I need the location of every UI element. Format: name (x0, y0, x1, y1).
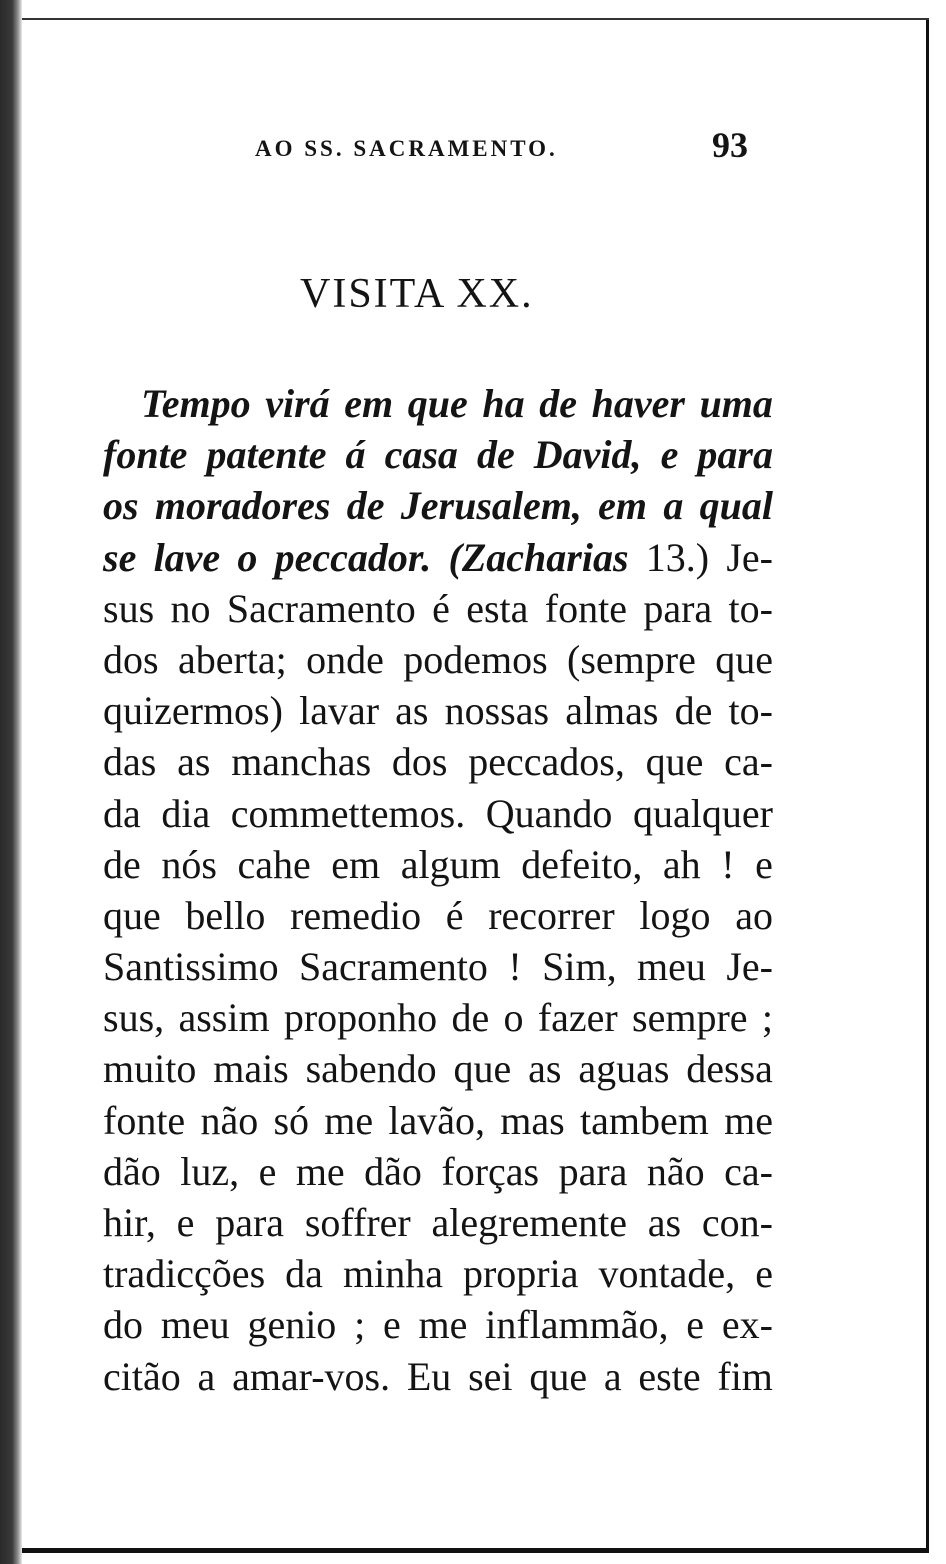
word: para (558, 1148, 628, 1194)
word: (sempre (567, 636, 696, 682)
text-line (103, 1248, 773, 1299)
word: ! (721, 841, 735, 887)
word: dão (364, 1148, 422, 1194)
word: ; (354, 1302, 366, 1348)
word: é (445, 892, 464, 938)
word: e (258, 1148, 277, 1194)
word: Santissimo (103, 944, 279, 990)
word: 13.) (645, 534, 710, 580)
word: commettemos. (230, 790, 466, 836)
word: sempre (632, 995, 748, 1041)
word: inflammão, (485, 1302, 669, 1348)
word: as (528, 1046, 562, 1092)
word: luz, (180, 1148, 240, 1194)
word: proponho (283, 995, 438, 1041)
word: Sacramento (299, 944, 488, 990)
word: que (715, 636, 773, 682)
word: e (755, 1251, 773, 1297)
word: sus, (103, 995, 165, 1041)
word: sei (468, 1353, 513, 1399)
word: á (345, 432, 366, 478)
word: virá (265, 381, 330, 426)
word: forças (441, 1148, 540, 1194)
word: aguas (578, 1046, 670, 1092)
text-line (103, 532, 773, 583)
word: dos (103, 636, 159, 682)
word: assim (178, 995, 270, 1041)
text-line (103, 480, 773, 531)
word: de (539, 381, 578, 426)
word: de (451, 995, 490, 1041)
word: bello (185, 892, 266, 938)
text-line (103, 378, 773, 429)
word: almas (565, 688, 659, 734)
word: a (663, 483, 684, 529)
word: lavar (299, 688, 380, 734)
word: os (103, 483, 139, 529)
word: para (697, 432, 773, 478)
word: as (395, 688, 429, 734)
word: das (103, 739, 157, 785)
word: e (176, 1200, 195, 1245)
page-border-bottom (22, 1548, 929, 1553)
word: de (476, 432, 515, 478)
text-line (103, 890, 773, 941)
word: fim (717, 1353, 773, 1399)
word: da (103, 790, 141, 836)
word: onde (306, 636, 384, 682)
word: uma (699, 381, 773, 426)
word: esta (466, 585, 529, 631)
scan-edge (0, 0, 22, 1564)
word: em (331, 841, 381, 887)
text-line (103, 736, 773, 787)
word: dia (161, 790, 211, 836)
word: dos (391, 739, 448, 785)
text-line (103, 634, 773, 685)
word: David, (533, 432, 642, 478)
word: de (346, 483, 385, 529)
text-line (103, 1299, 773, 1350)
word: ah (662, 841, 701, 887)
page-number: 93 (712, 125, 748, 165)
word: fonte (103, 432, 188, 478)
word: defeito, (521, 841, 643, 887)
word: as (647, 1200, 682, 1245)
word: Tempo (141, 381, 251, 426)
text-line (103, 1043, 773, 1094)
word: ca- (724, 739, 773, 785)
word: sabendo (305, 1046, 437, 1092)
text-line (103, 1351, 773, 1402)
word: não (646, 1148, 705, 1194)
word: ao (735, 892, 773, 938)
word: do (103, 1302, 143, 1348)
word: me (724, 1097, 773, 1143)
word: a (197, 1353, 216, 1399)
body-text (103, 378, 773, 1402)
word: Eu (406, 1353, 452, 1399)
word: peccador. (274, 534, 432, 580)
word: ! (508, 944, 522, 990)
word: Jerusalem, (400, 483, 582, 529)
word: e (383, 1302, 401, 1348)
word: dessa (686, 1046, 773, 1092)
word: este (638, 1353, 701, 1399)
word: é (432, 585, 450, 631)
word: peccados, (468, 739, 625, 785)
word: to- (728, 585, 773, 631)
word: remedio (290, 892, 422, 938)
word: mais (213, 1046, 289, 1092)
word: logo (639, 892, 711, 938)
word: Sacramento (226, 585, 416, 631)
word: em (598, 483, 648, 529)
word: to- (728, 688, 773, 734)
word: ; (761, 995, 773, 1041)
word: Je- (726, 534, 773, 580)
word: nossas (444, 688, 550, 734)
word: casa (384, 432, 458, 478)
word: fazer (537, 995, 618, 1041)
word: o (237, 534, 258, 580)
word: muito (103, 1046, 197, 1092)
text-line (103, 1095, 773, 1146)
word: genio (247, 1302, 337, 1348)
word: que (529, 1353, 588, 1399)
word: quizermos) (103, 688, 283, 734)
word: me (324, 1097, 374, 1143)
word: para (643, 585, 713, 631)
text-line (103, 685, 773, 736)
text-line (103, 992, 773, 1043)
word: não (200, 1097, 259, 1143)
word: me (418, 1302, 468, 1348)
word: minha (342, 1251, 443, 1297)
running-head: AO SS. SACRAMENTO. (255, 136, 558, 161)
text-line (103, 583, 773, 634)
page-border-top (22, 18, 929, 20)
text-line (103, 1197, 773, 1248)
word: (Zacharias (448, 534, 629, 580)
word: cahe (237, 841, 311, 887)
text-line (103, 788, 773, 839)
word: o (503, 995, 524, 1041)
section-title: VISITA XX. (300, 271, 534, 317)
page-border-right (926, 20, 929, 1550)
word: qual (699, 483, 773, 529)
word: Quando (485, 790, 613, 836)
word: dão (103, 1148, 161, 1194)
word: ex- (721, 1302, 773, 1348)
word: nós (161, 841, 217, 887)
text-line (103, 1146, 773, 1197)
word: soffrer (304, 1200, 411, 1245)
word: meu (637, 944, 706, 990)
word: se (103, 534, 137, 580)
word: no (170, 585, 211, 631)
word: manchas (231, 739, 372, 785)
word: algum (400, 841, 501, 887)
word: ca- (724, 1148, 773, 1194)
word: tambem (579, 1097, 709, 1143)
word: Je- (726, 944, 773, 990)
word: recorrer (488, 892, 615, 938)
word: só (273, 1097, 310, 1143)
word: hir, (103, 1200, 156, 1245)
word: e (686, 1302, 705, 1348)
word: tradicções (103, 1251, 266, 1297)
text-line (103, 839, 773, 890)
word: Sim, (542, 944, 617, 990)
word: propria (462, 1251, 579, 1297)
word: citão (103, 1353, 181, 1399)
word: sus (103, 585, 155, 631)
word: de (103, 841, 141, 887)
word: e (755, 841, 773, 887)
word: de (674, 688, 713, 734)
word: alegremente (431, 1200, 627, 1245)
word: em (344, 381, 394, 426)
word: lave (153, 534, 221, 580)
word: lavão, (388, 1097, 486, 1143)
text-line (103, 429, 773, 480)
word: aberta; (177, 636, 287, 682)
word: mas (500, 1097, 565, 1143)
text-line (103, 941, 773, 992)
word: me (295, 1148, 345, 1194)
word: moradores (154, 483, 331, 529)
word: fonte (103, 1097, 186, 1143)
word: que (407, 381, 468, 426)
word: haver (591, 381, 685, 426)
word: podemos (403, 636, 548, 682)
word: as (177, 739, 211, 785)
word: ha (482, 381, 525, 426)
word: que (103, 892, 161, 938)
word: e (660, 432, 679, 478)
word: a (603, 1353, 622, 1399)
word: amar-vos. (232, 1353, 391, 1399)
word: meu (160, 1302, 230, 1348)
word: da (285, 1251, 323, 1297)
word: qualquer (633, 790, 773, 836)
word: que (453, 1046, 512, 1092)
word: que (645, 739, 704, 785)
word: para (215, 1200, 285, 1245)
word: fonte (544, 585, 627, 631)
word: vontade, (598, 1251, 736, 1297)
word: con- (701, 1200, 773, 1245)
word: patente (206, 432, 327, 478)
